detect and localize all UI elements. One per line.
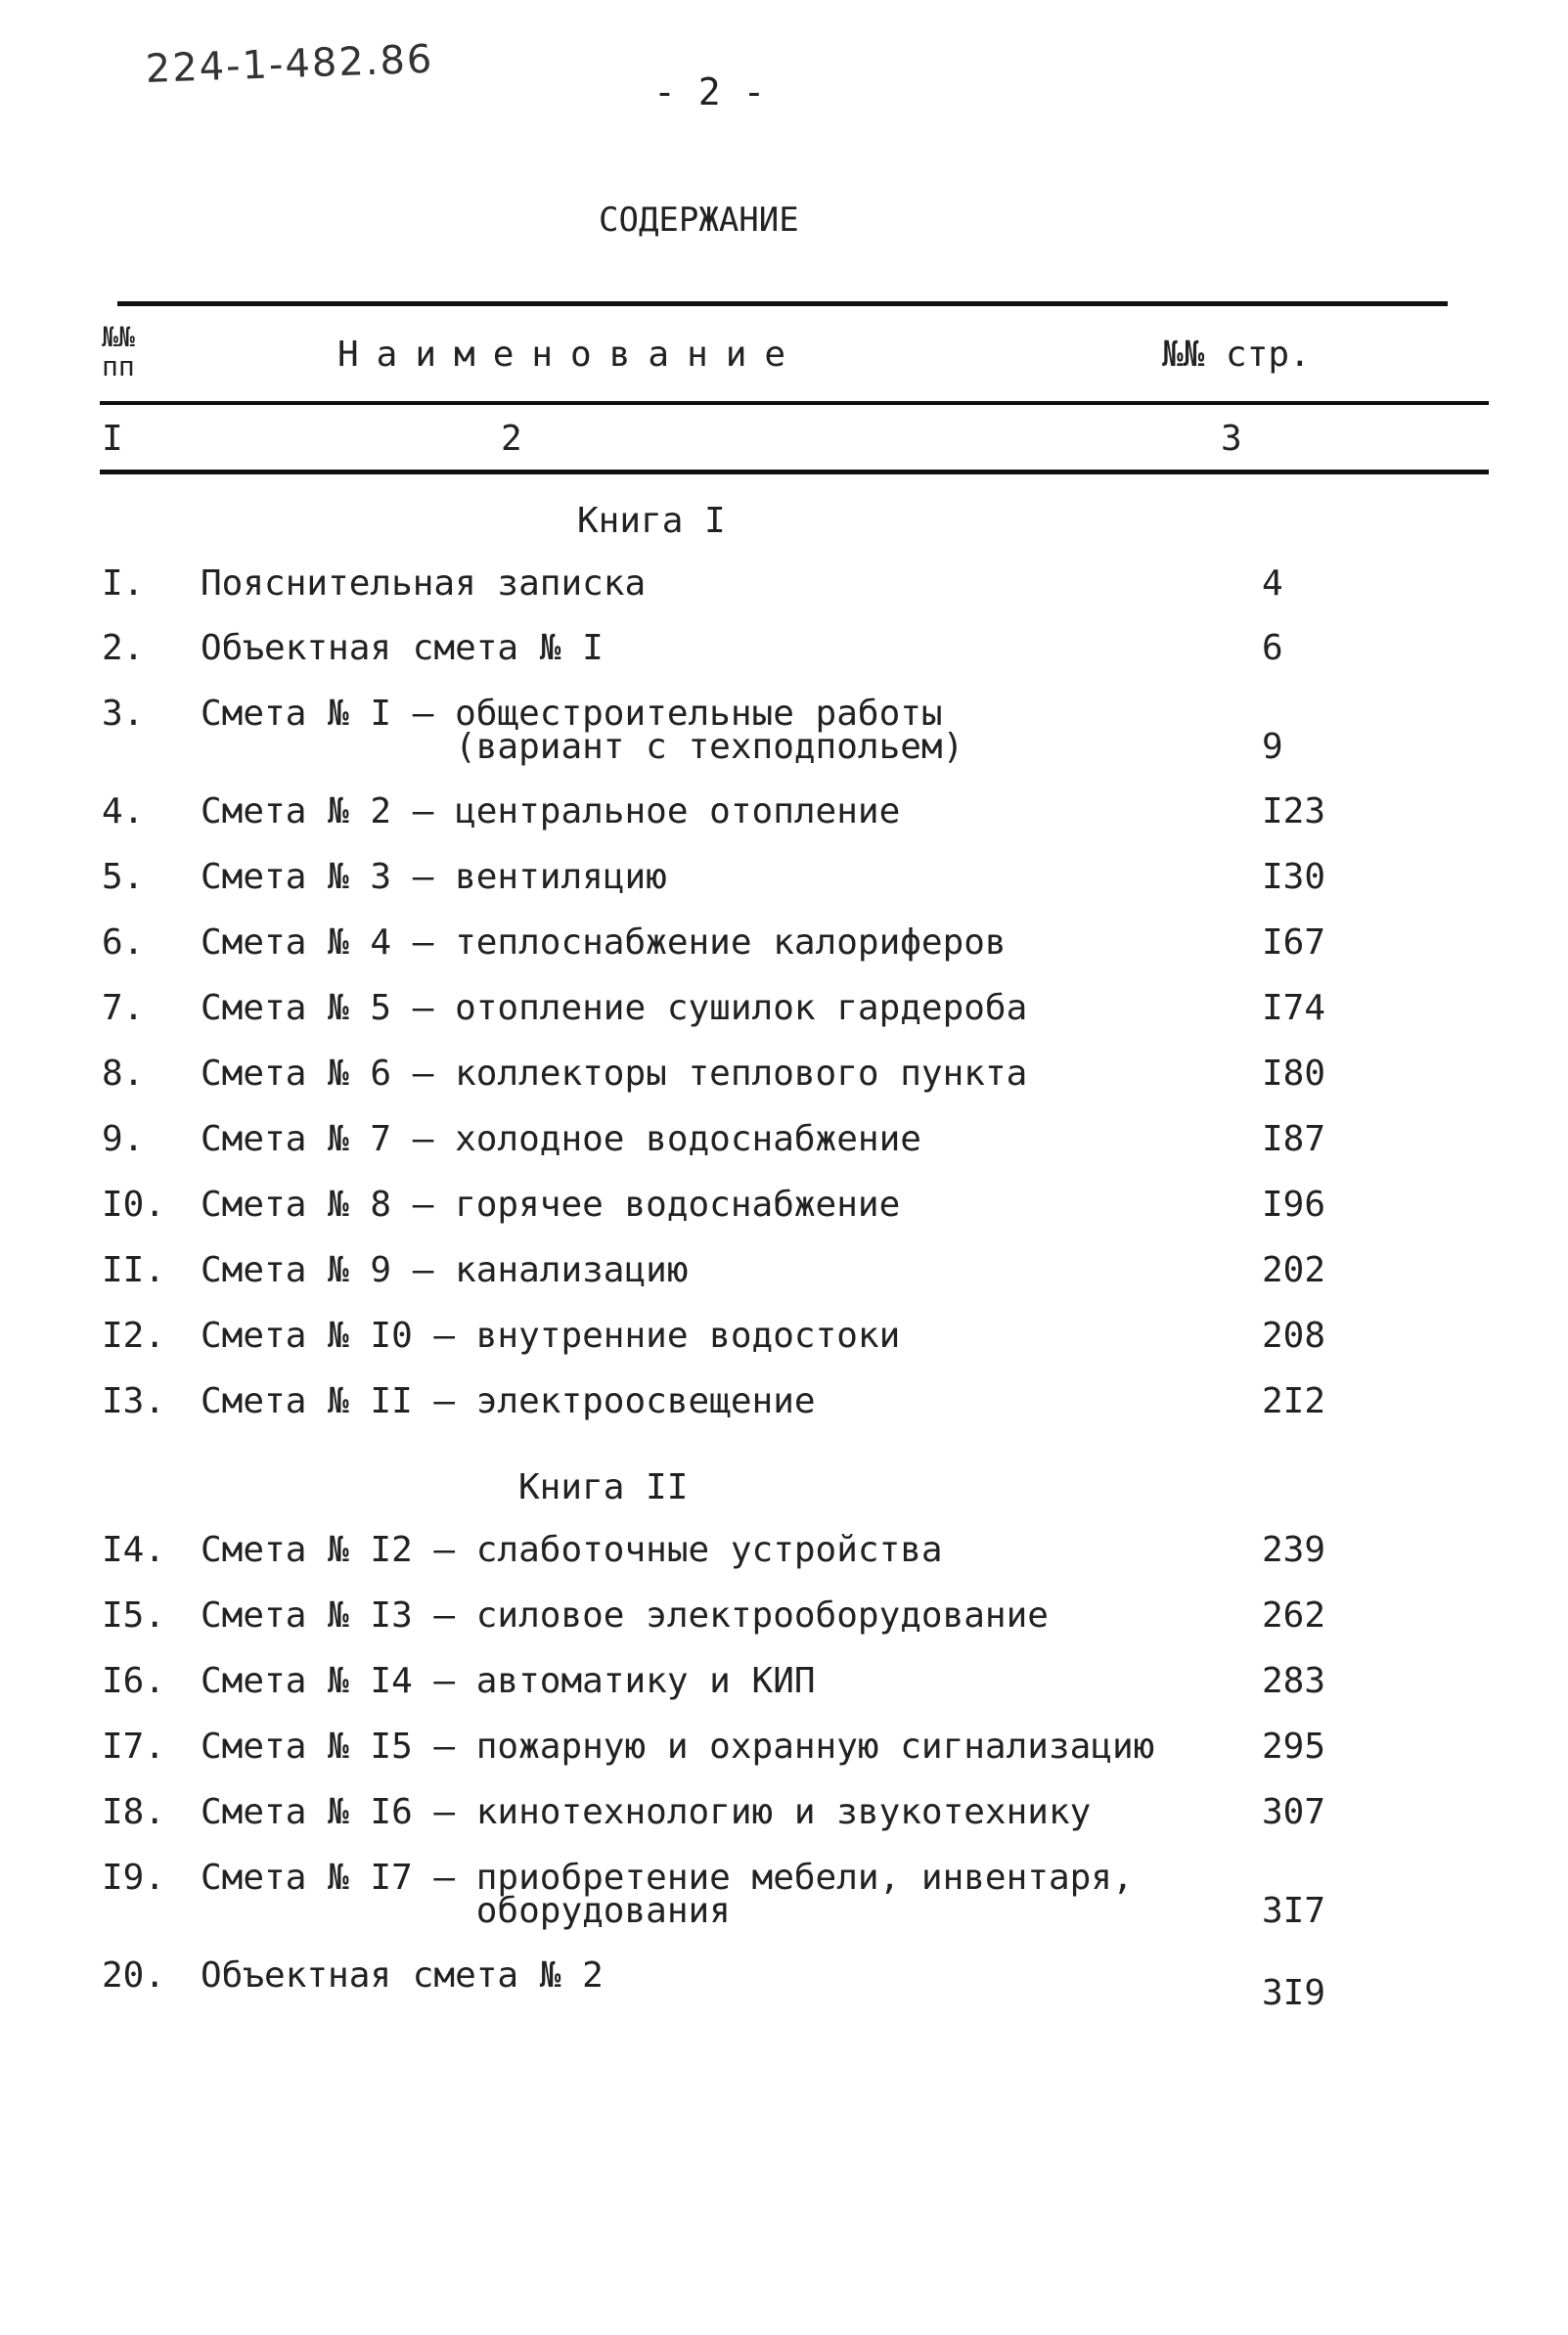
entry-number: 4. [102, 791, 145, 831]
entry-name: Смета № 7 – холодное водоснабжение [201, 1119, 921, 1159]
entry-name: Пояснительная записка [201, 563, 647, 604]
entry-name: Смета № 9 – канализацию [201, 1250, 689, 1290]
header-rule [100, 401, 1489, 405]
column-number-2: 2 [501, 419, 522, 459]
entry-name: Смета № I6 – кинотехнологию и звукотехнику [201, 1792, 1092, 1832]
entry-number: 9. [102, 1119, 145, 1159]
entry-name: Смета № 8 – горячее водоснабжение [201, 1185, 901, 1225]
entry-page: 307 [1262, 1792, 1326, 1832]
page-title: СОДЕРЖАНИЕ [599, 201, 799, 240]
entry-name: Объектная смета № I [201, 628, 604, 668]
entry-page: 6 [1262, 628, 1283, 668]
entry-page: I96 [1262, 1185, 1326, 1225]
entry-name: Смета № I3 – силовое электрооборудование [201, 1595, 1049, 1636]
entry-name: Смета № I4 – автоматику и КИП [201, 1661, 816, 1701]
entry-page: 3I7 [1262, 1891, 1326, 1931]
entry-page: 283 [1262, 1661, 1326, 1701]
entry-page: 3I9 [1262, 1973, 1326, 2013]
entry-page: 262 [1262, 1595, 1326, 1636]
entry-number: 2. [102, 628, 145, 668]
entry-page: I23 [1262, 791, 1326, 831]
entry-name: Смета № I5 – пожарную и охранную сигнализацию [201, 1727, 1155, 1767]
entry-number: I9. [102, 1858, 166, 1898]
entry-page: I74 [1262, 988, 1326, 1028]
entry-name: Объектная смета № 2 [201, 1955, 604, 1996]
entry-name: Смета № 6 – коллекторы теплового пункта [201, 1054, 1028, 1094]
entry-number: I8. [102, 1792, 166, 1832]
entry-page: I80 [1262, 1054, 1326, 1094]
entry-number: 7. [102, 988, 145, 1028]
entry-number: 6. [102, 922, 145, 963]
entry-number: I6. [102, 1661, 166, 1701]
entry-number: I3. [102, 1381, 166, 1421]
entry-page: 239 [1262, 1530, 1326, 1570]
page-number: - 2 - [653, 70, 766, 113]
entry-page: 208 [1262, 1316, 1326, 1356]
top-rule [117, 301, 1448, 306]
entry-number: 5. [102, 857, 145, 897]
document-code: 224-1-482.86 [145, 36, 435, 92]
entry-name: Смета № 4 – теплоснабжение калориферов [201, 922, 1007, 963]
entry-page: 2I2 [1262, 1381, 1326, 1421]
entry-number: I4. [102, 1530, 166, 1570]
book-2-title: Книга II [518, 1467, 689, 1507]
entry-number: I0. [102, 1185, 166, 1225]
header-page-label: №№ стр. [1162, 335, 1311, 375]
entry-page: I67 [1262, 922, 1326, 963]
entry-name: Смета № 5 – отопление сушилок гардероба [201, 988, 1028, 1028]
book-1-title: Книга I [577, 501, 726, 541]
entry-number: 8. [102, 1054, 145, 1094]
entry-page: I30 [1262, 857, 1326, 897]
column-number-1: I [102, 419, 123, 459]
entry-number: I. [102, 563, 145, 604]
entry-name: Смета № 2 – центральное отопление [201, 791, 901, 831]
column-number-3: 3 [1221, 419, 1242, 459]
entry-page: 202 [1262, 1250, 1326, 1290]
entry-number: I5. [102, 1595, 166, 1636]
entry-number: I7. [102, 1727, 166, 1767]
entry-page: 9 [1262, 727, 1283, 767]
entry-number: 3. [102, 694, 145, 734]
entry-name: Смета № I2 – слаботочные устройства [201, 1530, 943, 1570]
entry-name: Смета № 3 – вентиляцию [201, 857, 667, 897]
entry-name: Смета № I7 – приобретение мебели, инвентаря, оборудования [201, 1858, 1134, 1931]
entry-page: 295 [1262, 1727, 1326, 1767]
entry-number: II. [102, 1250, 166, 1290]
entry-number: I2. [102, 1316, 166, 1356]
header-number-label: №№ пп [102, 321, 135, 382]
header-name-label: Наименование [337, 335, 804, 375]
entry-page: I87 [1262, 1119, 1326, 1159]
entry-number: 20. [102, 1955, 166, 1996]
entry-page: 4 [1262, 563, 1283, 604]
entry-name: Смета № II – электроосвещение [201, 1381, 816, 1421]
entry-name: Смета № I0 – внутренние водостоки [201, 1316, 901, 1356]
entry-name: Смета № I – общестроительные работы (вариант с техподпольем) [201, 694, 964, 767]
column-numbers-rule [100, 470, 1489, 474]
